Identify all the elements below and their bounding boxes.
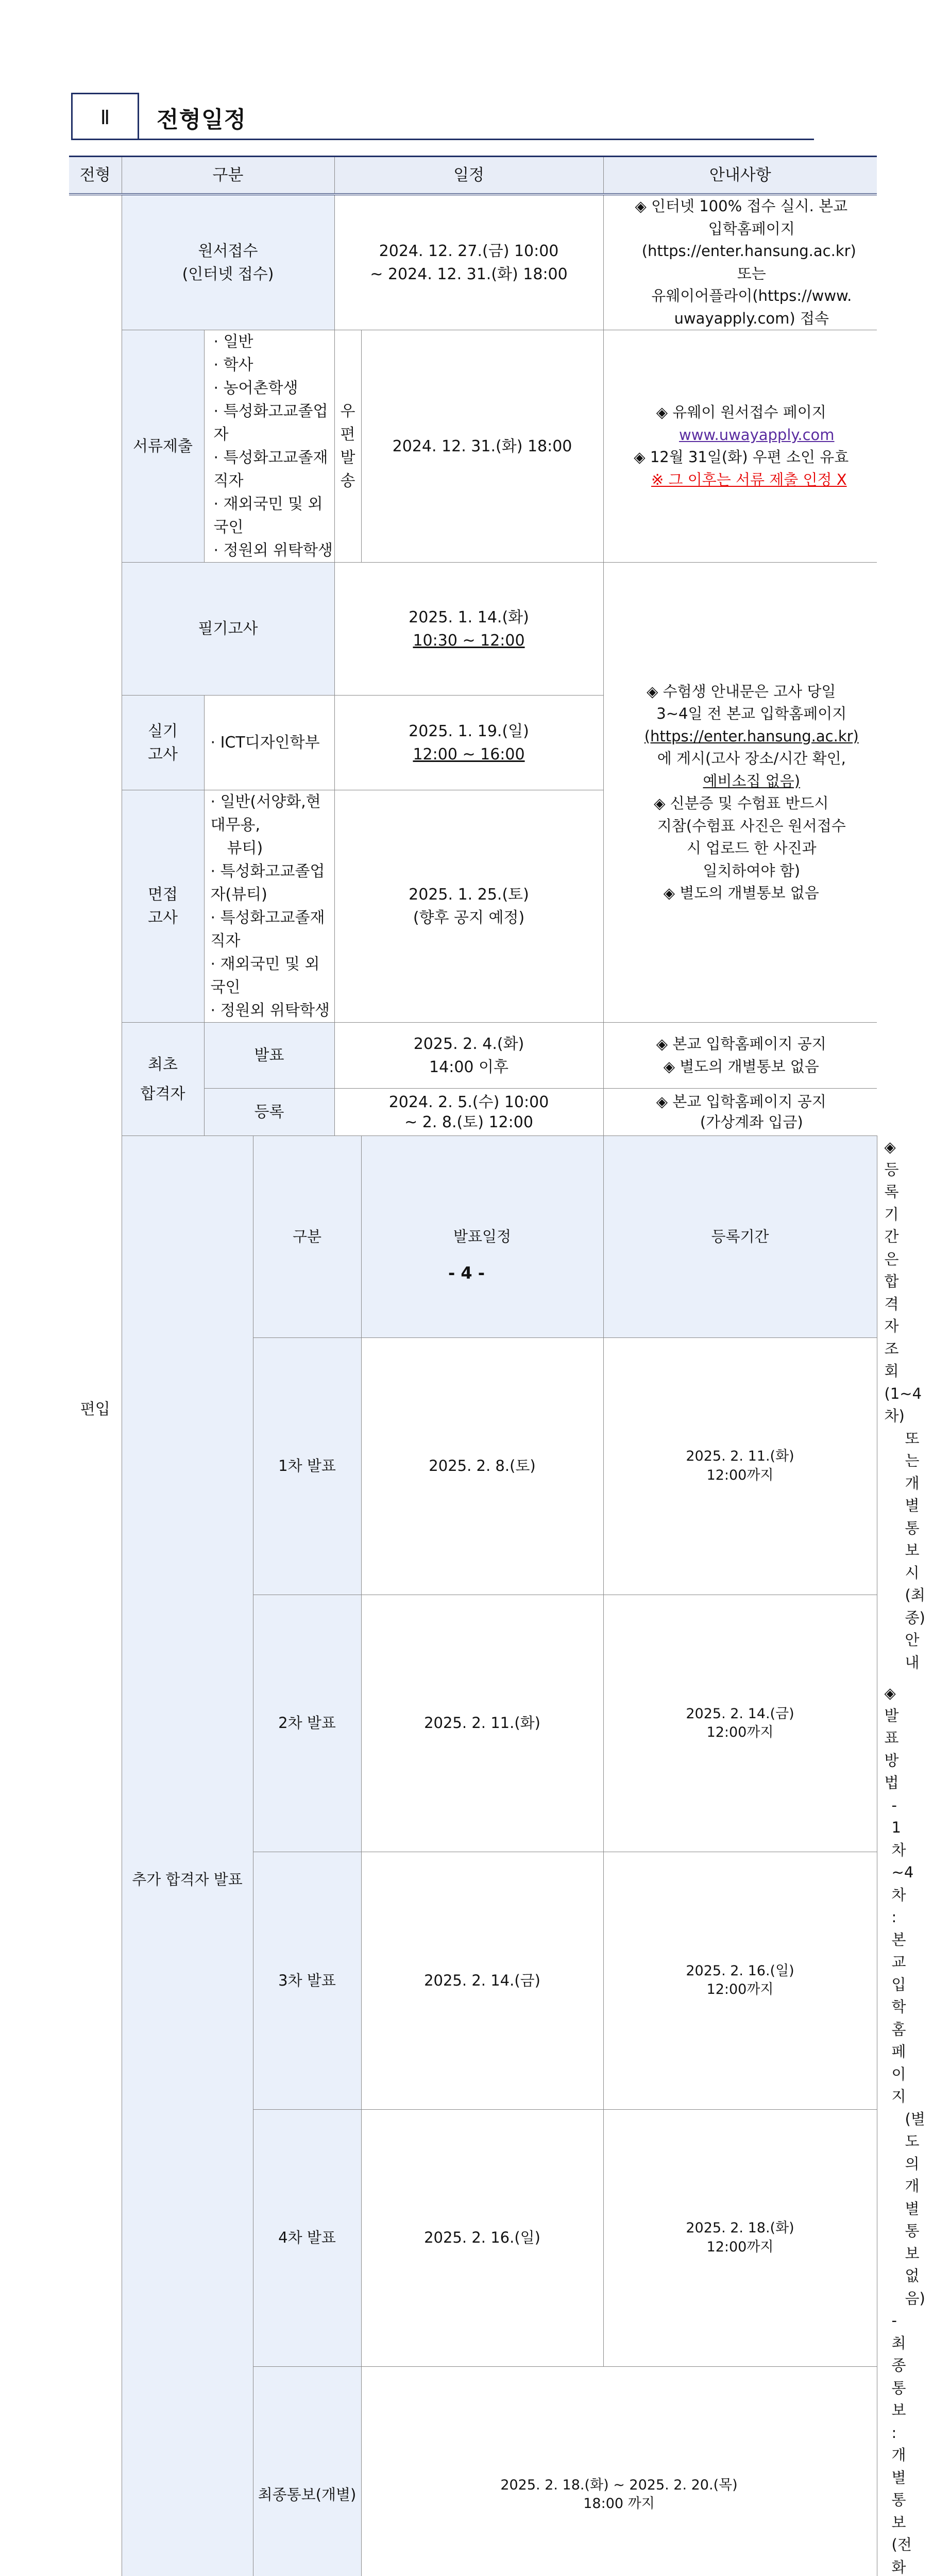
- list-item: · 일반: [214, 330, 334, 353]
- application-note: 유웨이어플라이(https://www.: [611, 285, 872, 308]
- application-note: uwayapply.com) 접속: [611, 308, 872, 330]
- register-start: 2024. 2. 5.(수) 10:00: [335, 1092, 603, 1112]
- list-item: · 특성화고교졸재직자: [214, 446, 334, 493]
- round-period: 2025. 2. 16.(일): [604, 1962, 877, 1980]
- register-note: (가상계좌 입금): [611, 1112, 872, 1132]
- list-item: · 정원외 위탁학생: [211, 999, 334, 1022]
- documents-items-list: [205, 330, 334, 562]
- practical-label: 고사: [122, 743, 204, 766]
- application-note: 또는: [611, 263, 872, 285]
- round-period: 2025. 2. 14.(금): [604, 1705, 877, 1723]
- register-notes-cell: [603, 1089, 877, 1136]
- announce-label-cell: [204, 1023, 334, 1089]
- written-time: 10:30 ~ 12:00: [335, 629, 603, 652]
- register-note: ◈ 본교 입학홈페이지 공지: [611, 1092, 872, 1112]
- interview-item: · 일반(서양화,현대무용,: [211, 793, 321, 834]
- practical-label: 실기: [122, 720, 204, 743]
- round-period-cell: [603, 1852, 877, 2109]
- documents-warning: ※ 그 이후는 서류 제출 인정 X: [651, 471, 847, 488]
- round-period: 12:00까지: [604, 2238, 877, 2257]
- announce-date: 2025. 2. 4.(화): [335, 1032, 603, 1056]
- final-schedule: 2025. 2. 18.(화) ~ 2025. 2. 20.(목): [362, 2476, 877, 2495]
- documents-schedule: 2024. 12. 31.(화) 18:00: [393, 437, 572, 455]
- application-note: ◈ 인터넷 100% 접수 실시. 본교: [611, 195, 872, 218]
- table-row-application: [69, 194, 877, 330]
- round-label: 4차 발표: [253, 2109, 361, 2366]
- first-pass-label: 최초: [122, 1053, 204, 1076]
- list-item: · 정원외 위탁학생: [214, 539, 334, 562]
- type-label: 편입: [80, 1400, 110, 1418]
- documents-items-cell: [204, 330, 334, 563]
- additional-note: 또는 개별 통보 시(최종) 안내: [885, 1428, 905, 1674]
- practical-schedule-cell: [334, 696, 603, 790]
- table-row-additional-header: 추가 합격자 발표 구분 발표일정 등록기간 ◈ 등록기간은 합격자 조회(1~4차) 또는 개별 통보 시(최종) 안내 ◈ 발표 방법 - 1차~4차 : 본교 입학홈페이지 (별도의 개별통보 없음) - 최종통보 : 개별통보(전화: [69, 1136, 877, 1338]
- list-item: · 농어촌학생: [214, 377, 334, 400]
- additional-label: 추가 합격자 발표: [132, 1871, 243, 1888]
- exam-note: ◈ 신분증 및 수험표 반드시: [611, 792, 872, 815]
- application-notes-cell: [603, 194, 877, 330]
- header-schedule: 일정: [334, 157, 603, 195]
- documents-method-cell: [334, 330, 361, 563]
- table-header-row: [69, 157, 877, 195]
- round-label: 1차 발표: [253, 1337, 361, 1595]
- list-item: · 특성화고교졸재직자: [211, 906, 334, 953]
- type-cell: [69, 194, 122, 2576]
- round-period: 2025. 2. 11.(화): [604, 1447, 877, 1466]
- round-period: 12:00까지: [604, 1723, 877, 1742]
- interview-item: 뷰티): [211, 837, 334, 860]
- exam-note: 지참(수험표 사진은 원서접수: [611, 815, 872, 838]
- exam-note: 일치하여야 함): [611, 860, 872, 883]
- written-label: 필기고사: [198, 620, 258, 638]
- interview-label: 면접: [122, 883, 204, 906]
- interview-label-cell: [122, 790, 204, 1023]
- list-item: · 재외국민 및 외국인: [211, 953, 334, 999]
- register-label: 등록: [255, 1103, 284, 1121]
- additional-note: (별도의 개별통보 없음): [885, 2108, 905, 2310]
- application-label: 원서접수: [122, 240, 334, 263]
- announce-label: 발표: [255, 1046, 284, 1064]
- round-period: 12:00까지: [604, 1466, 877, 1485]
- interview-date: 2025. 1. 25.(토): [335, 883, 603, 906]
- application-schedule-cell: [334, 194, 603, 330]
- interview-items-cell: [204, 790, 334, 1023]
- table-row-first-announce: [69, 1023, 877, 1089]
- additional-note: - 1차~4차 : 본교 입학홈페이지: [885, 1794, 892, 2108]
- documents-schedule-cell: [361, 330, 603, 563]
- table-row-documents: [69, 330, 877, 563]
- exam-notes-cell: [603, 563, 877, 1023]
- section-title: 전형일정: [157, 101, 246, 134]
- method-char: 송: [335, 469, 361, 493]
- application-sublabel: (인터넷 접수): [122, 263, 334, 286]
- sub-header-announce-date: 발표일정: [361, 1136, 603, 1338]
- round-period: 12:00까지: [604, 1980, 877, 1999]
- section-number: Ⅱ: [100, 106, 110, 129]
- written-label-cell: [122, 563, 334, 696]
- announce-notes-cell: [603, 1023, 877, 1089]
- final-schedule-cell: [361, 2366, 877, 2576]
- application-note: (https://enter.hansung.ac.kr): [611, 240, 872, 263]
- additional-note: - 최종통보 : 개별통보(전화: [885, 2310, 892, 2576]
- documents-notes-cell: [603, 330, 877, 563]
- list-item: · 학사: [214, 353, 334, 377]
- application-label-cell: [122, 194, 334, 330]
- uwayapply-link[interactable]: www.uwayapply.com: [679, 426, 835, 444]
- register-label-cell: [204, 1089, 334, 1136]
- round-date: 2025. 2. 16.(일): [361, 2109, 603, 2366]
- exam-note: 시 업로드 한 사진과: [611, 837, 872, 860]
- interview-label: 고사: [122, 906, 204, 929]
- first-pass-label: 합격자: [122, 1082, 204, 1106]
- list-item: · 특성화고교졸업자: [214, 400, 334, 446]
- round-date: 2025. 2. 11.(화): [361, 1595, 603, 1852]
- final-schedule: 18:00 까지: [362, 2495, 877, 2513]
- announce-note: ◈ 본교 입학홈페이지 공지: [611, 1033, 872, 1056]
- interview-items-list: [205, 790, 334, 1022]
- application-note: 입학홈페이지: [611, 218, 872, 241]
- method-char: 편: [335, 423, 361, 446]
- round-period: 2025. 2. 18.(화): [604, 2219, 877, 2238]
- round-label: 3차 발표: [253, 1852, 361, 2109]
- documents-label: 서류제출: [133, 437, 193, 455]
- method-char: 우: [335, 400, 361, 423]
- announce-time: 14:00 이후: [335, 1056, 603, 1079]
- practical-label-cell: [122, 696, 204, 790]
- announce-schedule-cell: [334, 1023, 603, 1089]
- round-period-cell: [603, 1337, 877, 1595]
- practical-item-cell: [204, 696, 334, 790]
- header-notes: 안내사항: [603, 157, 877, 195]
- exam-note: 에 게시(고사 장소/시간 확인,: [611, 748, 872, 770]
- schedule-table: [69, 156, 877, 2576]
- practical-date: 2025. 1. 19.(일): [335, 720, 603, 743]
- documents-note: ◈ 12월 31일(화) 우편 소인 유효: [611, 446, 872, 469]
- exam-note: ◈ 수험생 안내문은 고사 당일: [611, 681, 872, 703]
- table-row-written: [69, 563, 877, 696]
- round-period-cell: [603, 1595, 877, 1852]
- exam-note: 3~4일 전 본교 입학홈페이지: [611, 703, 872, 725]
- announce-note: ◈ 별도의 개별통보 없음: [611, 1056, 872, 1078]
- first-pass-label-cell: [122, 1023, 204, 1136]
- header-type: 전형: [69, 157, 122, 195]
- hansung-link[interactable]: (https://enter.hansung.ac.kr): [644, 727, 859, 745]
- final-label: 최종통보(개별): [253, 2366, 361, 2576]
- written-schedule-cell: [334, 563, 603, 696]
- documents-label-cell: [122, 330, 204, 563]
- practical-item: · ICT디자인학부: [211, 734, 320, 752]
- exam-note: 예비소집 없음): [703, 772, 800, 790]
- list-item: · 특성화고교졸업자(뷰티): [211, 860, 334, 906]
- documents-note: ◈ 유웨이 원서접수 페이지: [611, 401, 872, 424]
- exam-note: ◈ 별도의 개별통보 없음: [611, 882, 872, 905]
- list-item: · 재외국민 및 외국인: [214, 493, 334, 539]
- practical-time: 12:00 ~ 16:00: [335, 743, 603, 766]
- sub-header-register-period: 등록기간: [603, 1136, 877, 1338]
- section-underline: [71, 139, 814, 140]
- round-date: 2025. 2. 8.(토): [361, 1337, 603, 1595]
- interview-schedule-cell: [334, 790, 603, 1023]
- round-date: 2025. 2. 14.(금): [361, 1852, 603, 2109]
- method-char: 발: [335, 446, 361, 469]
- round-label: 2차 발표: [253, 1595, 361, 1852]
- page-number: - 4 -: [0, 1263, 933, 1283]
- application-schedule-start: 2024. 12. 27.(금) 10:00: [335, 240, 603, 263]
- interview-time: (향후 공지 예정): [335, 906, 603, 929]
- written-date: 2025. 1. 14.(화): [335, 606, 603, 629]
- round-period-cell: [603, 2109, 877, 2366]
- section-number-box: [71, 93, 139, 140]
- sub-header-category: 구분: [253, 1136, 361, 1338]
- list-item: [211, 790, 334, 860]
- additional-label-cell: [122, 1136, 253, 2576]
- application-schedule-end: ~ 2024. 12. 31.(화) 18:00: [335, 263, 603, 286]
- register-end: ~ 2. 8.(토) 12:00: [335, 1112, 603, 1132]
- register-schedule-cell: [334, 1089, 603, 1136]
- header-category: 구분: [122, 157, 334, 195]
